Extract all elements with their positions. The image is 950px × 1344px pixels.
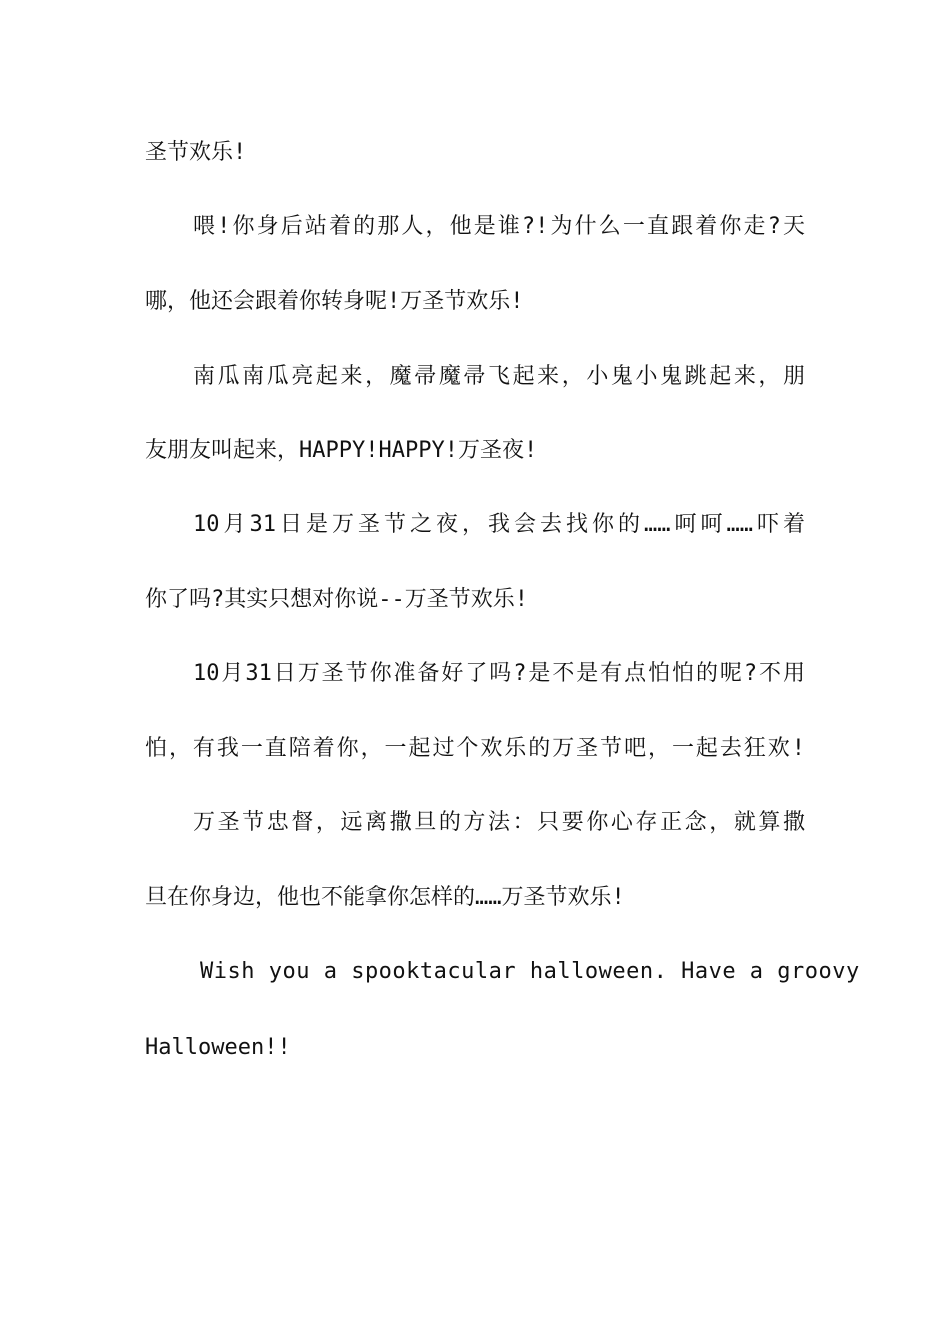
paragraph-6-line-1: Wish you a spooktacular halloween. Have a groovy xyxy=(200,959,860,984)
paragraph-1-line-2: 哪，他还会跟着你转身呢!万圣节欢乐! xyxy=(145,289,524,314)
paragraph-3-line-1: 10月31日是万圣节之夜，我会去找你的……呵呵……吓着 xyxy=(193,512,805,537)
paragraph-4-line-1: 10月31日万圣节你准备好了吗?是不是有点怕怕的呢?不用 xyxy=(193,661,805,686)
paragraph-1-line-1: 喂!你身后站着的那人，他是谁?!为什么一直跟着你走?天 xyxy=(193,214,805,239)
paragraph-3-line-2: 你了吗?其实只想对你说--万圣节欢乐! xyxy=(145,587,528,612)
paragraph-6-line-2: Halloween!! xyxy=(145,1035,291,1060)
paragraph-2-line-2: 友朋友叫起来，HAPPY!HAPPY!万圣夜! xyxy=(145,438,538,463)
text-line-1: 圣节欢乐! xyxy=(145,140,247,165)
paragraph-4-line-2: 怕，有我一直陪着你，一起过个欢乐的万圣节吧，一起去狂欢! xyxy=(145,736,805,761)
paragraph-5-line-1: 万圣节忠督，远离撒旦的方法：只要你心存正念，就算撒 xyxy=(193,810,805,835)
paragraph-5-line-2: 旦在你身边，他也不能拿你怎样的……万圣节欢乐! xyxy=(145,885,625,910)
paragraph-2-line-1: 南瓜南瓜亮起来，魔帚魔帚飞起来，小鬼小鬼跳起来，朋 xyxy=(193,364,805,389)
